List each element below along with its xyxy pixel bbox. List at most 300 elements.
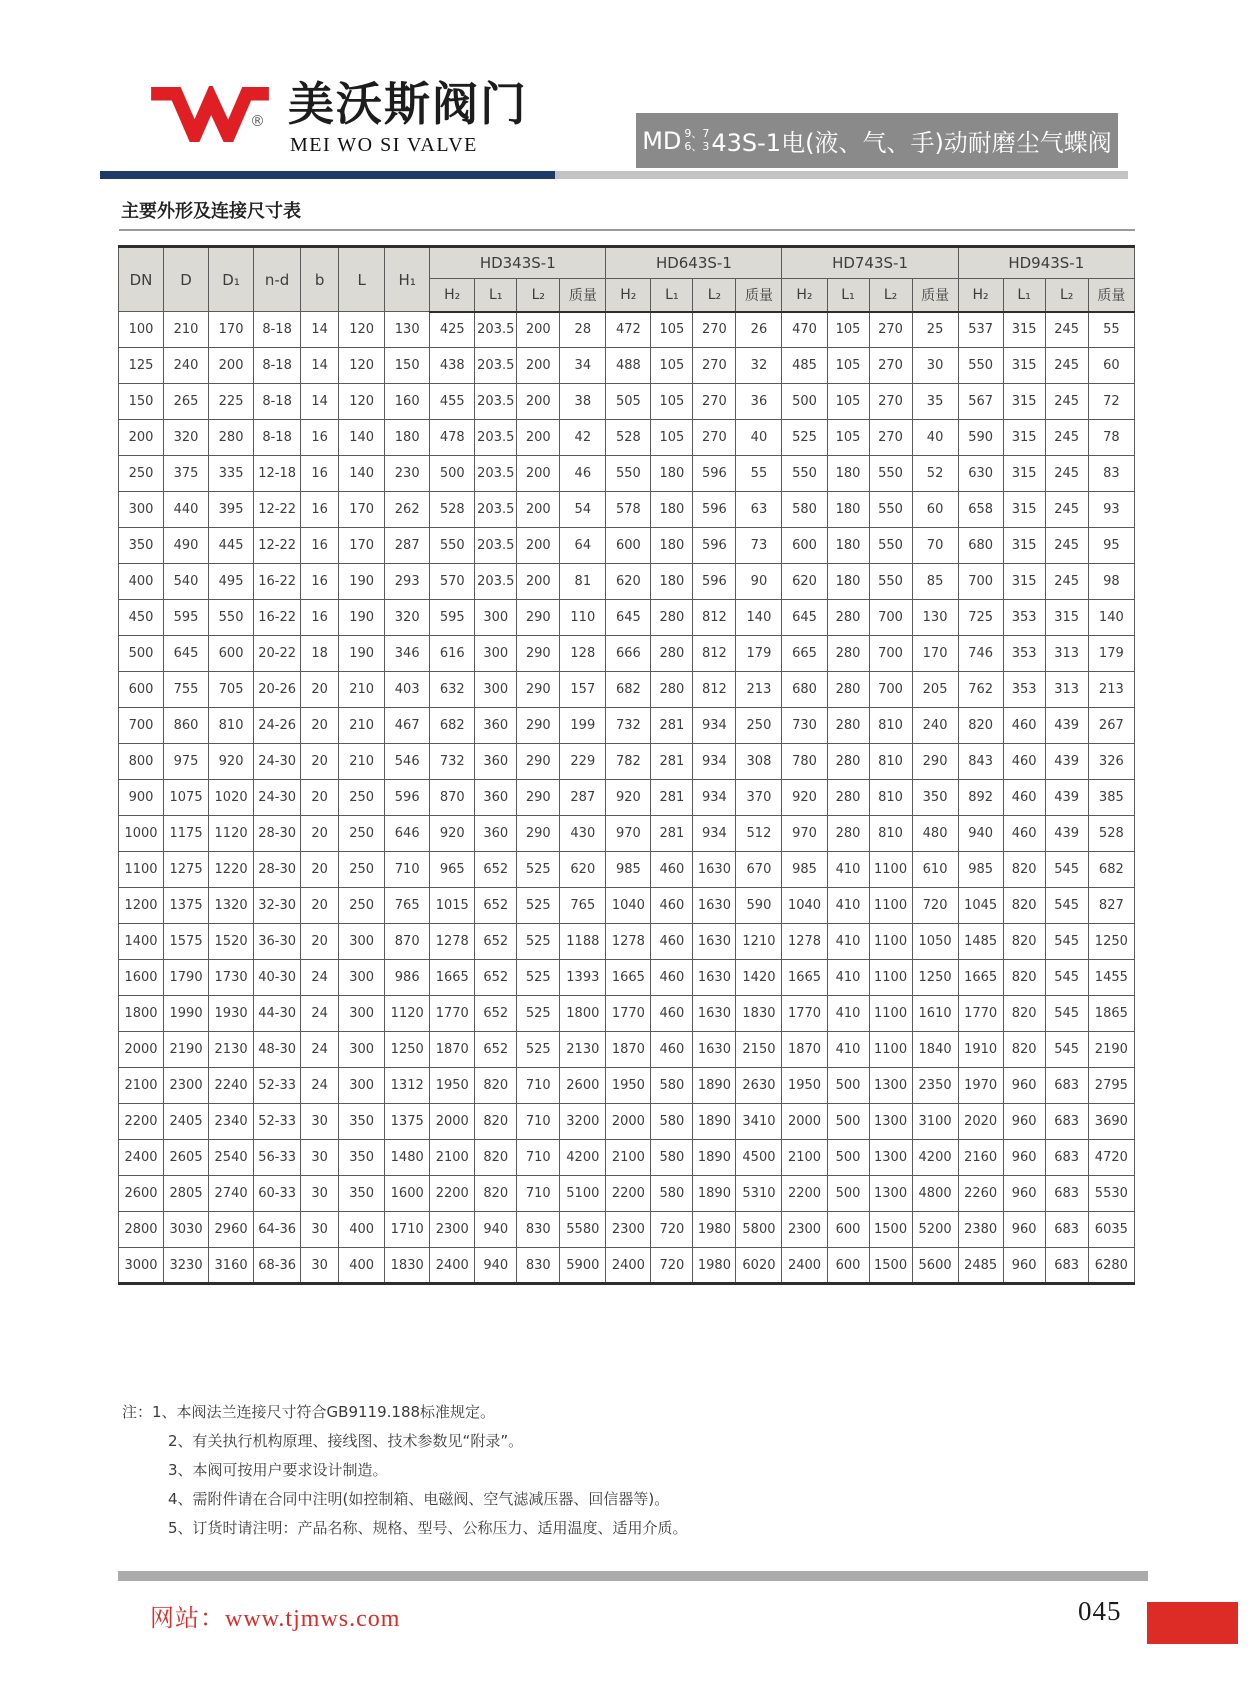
table-cell: 2000 bbox=[606, 1104, 651, 1140]
table-cell: 370 bbox=[736, 780, 782, 816]
sub-column-header: L₁ bbox=[475, 279, 517, 312]
table-row bbox=[119, 672, 1135, 708]
table-cell: 1100 bbox=[869, 996, 912, 1032]
table-cell: 455 bbox=[430, 384, 475, 420]
table-cell: 460 bbox=[1003, 744, 1045, 780]
table-cell: 550 bbox=[209, 600, 254, 636]
table-cell: 1665 bbox=[606, 960, 651, 996]
table-cell: 1100 bbox=[869, 888, 912, 924]
table-cell: 550 bbox=[869, 564, 912, 600]
table-cell: 900 bbox=[119, 780, 164, 816]
banner-model-suffix: 43S-1电(液、气、手)动耐磨尘气蝶阀 bbox=[711, 129, 1112, 157]
table-cell: 1020 bbox=[209, 780, 254, 816]
table-cell: 2130 bbox=[560, 1032, 606, 1068]
table-cell: 24 bbox=[301, 1032, 339, 1068]
table-cell: 157 bbox=[560, 672, 606, 708]
table-cell: 12-22 bbox=[254, 528, 301, 564]
table-cell: 2800 bbox=[119, 1212, 164, 1248]
table-cell: 300 bbox=[339, 960, 385, 996]
sub-column-header: L₂ bbox=[1045, 279, 1088, 312]
table-cell: 100 bbox=[119, 312, 164, 348]
table-cell: 467 bbox=[385, 708, 430, 744]
table-row bbox=[119, 564, 1135, 600]
table-cell: 600 bbox=[827, 1248, 869, 1284]
table-cell: 315 bbox=[1003, 420, 1045, 456]
table-cell: 920 bbox=[430, 816, 475, 852]
table-cell: 200 bbox=[517, 312, 560, 348]
table-cell: 1830 bbox=[385, 1248, 430, 1284]
banner-stack-bottom: 6、3 bbox=[684, 139, 710, 153]
table-cell: 2605 bbox=[164, 1140, 209, 1176]
table-cell: 48-30 bbox=[254, 1032, 301, 1068]
table-cell: 245 bbox=[1045, 528, 1088, 564]
table-cell: 525 bbox=[517, 1032, 560, 1068]
table-cell: 812 bbox=[693, 636, 736, 672]
table-cell: 180 bbox=[827, 492, 869, 528]
table-cell: 190 bbox=[339, 600, 385, 636]
table-cell: 746 bbox=[958, 636, 1003, 672]
table-cell: 230 bbox=[385, 456, 430, 492]
table-cell: 179 bbox=[1088, 636, 1134, 672]
table-cell: 350 bbox=[339, 1140, 385, 1176]
table-cell: 290 bbox=[517, 744, 560, 780]
table-cell: 375 bbox=[164, 456, 209, 492]
table-cell: 1120 bbox=[209, 816, 254, 852]
table-cell: 720 bbox=[651, 1248, 693, 1284]
table-cell: 985 bbox=[958, 852, 1003, 888]
table-cell: 410 bbox=[827, 888, 869, 924]
table-cell: 666 bbox=[606, 636, 651, 672]
table-cell: 2340 bbox=[209, 1104, 254, 1140]
table-cell: 680 bbox=[782, 672, 827, 708]
table-cell: 1045 bbox=[958, 888, 1003, 924]
table-cell: 203.5 bbox=[475, 528, 517, 564]
table-cell: 630 bbox=[958, 456, 1003, 492]
table-cell: 245 bbox=[1045, 312, 1088, 348]
table-row bbox=[119, 1176, 1135, 1212]
table-cell: 460 bbox=[651, 996, 693, 1032]
table-cell: 25 bbox=[912, 312, 958, 348]
table-cell: 439 bbox=[1045, 816, 1088, 852]
table-cell: 755 bbox=[164, 672, 209, 708]
table-cell: 2200 bbox=[119, 1104, 164, 1140]
table-cell: 3000 bbox=[119, 1248, 164, 1284]
table-cell: 5530 bbox=[1088, 1176, 1134, 1212]
table-cell: 2100 bbox=[119, 1068, 164, 1104]
table-cell: 632 bbox=[430, 672, 475, 708]
table-cell: 1575 bbox=[164, 924, 209, 960]
table-cell: 16 bbox=[301, 456, 339, 492]
table-cell: 596 bbox=[693, 456, 736, 492]
table-cell: 85 bbox=[912, 564, 958, 600]
table-cell: 782 bbox=[606, 744, 651, 780]
table-cell: 2190 bbox=[1088, 1032, 1134, 1068]
table-cell: 1175 bbox=[164, 816, 209, 852]
footer-divider-bar bbox=[118, 1571, 1148, 1581]
table-cell: 500 bbox=[119, 636, 164, 672]
table-cell: 2100 bbox=[430, 1140, 475, 1176]
table-cell: 2960 bbox=[209, 1212, 254, 1248]
table-cell: 20 bbox=[301, 744, 339, 780]
table-cell: 30 bbox=[301, 1104, 339, 1140]
banner-model-stack bbox=[684, 128, 709, 153]
table-cell: 645 bbox=[782, 600, 827, 636]
table-cell: 1100 bbox=[119, 852, 164, 888]
table-cell: 28-30 bbox=[254, 852, 301, 888]
table-cell: 525 bbox=[517, 924, 560, 960]
table-cell: 537 bbox=[958, 312, 1003, 348]
table-cell: 346 bbox=[385, 636, 430, 672]
table-cell: 512 bbox=[736, 816, 782, 852]
table-cell: 60 bbox=[1088, 348, 1134, 384]
table-cell: 820 bbox=[475, 1140, 517, 1176]
table-cell: 270 bbox=[869, 384, 912, 420]
table-cell: 1910 bbox=[958, 1032, 1003, 1068]
table-cell: 24-30 bbox=[254, 744, 301, 780]
table-cell: 1100 bbox=[869, 924, 912, 960]
table-cell: 720 bbox=[651, 1212, 693, 1248]
table-cell: 1840 bbox=[912, 1032, 958, 1068]
table-cell: 810 bbox=[209, 708, 254, 744]
table-cell: 203.5 bbox=[475, 384, 517, 420]
table-cell: 14 bbox=[301, 312, 339, 348]
table-cell: 315 bbox=[1003, 456, 1045, 492]
column-header: L bbox=[339, 247, 385, 312]
table-cell: 934 bbox=[693, 780, 736, 816]
table-cell: 800 bbox=[119, 744, 164, 780]
table-cell: 2805 bbox=[164, 1176, 209, 1212]
table-cell: 105 bbox=[651, 312, 693, 348]
table-cell: 170 bbox=[339, 528, 385, 564]
table-cell: 240 bbox=[912, 708, 958, 744]
table-cell: 270 bbox=[693, 348, 736, 384]
table-cell: 350 bbox=[339, 1176, 385, 1212]
table-cell: 545 bbox=[1045, 924, 1088, 960]
table-cell: 30 bbox=[301, 1212, 339, 1248]
table-cell: 810 bbox=[869, 708, 912, 744]
table-cell: 280 bbox=[827, 636, 869, 672]
table-cell: 210 bbox=[339, 744, 385, 780]
table-cell: 683 bbox=[1045, 1176, 1088, 1212]
table-cell: 2600 bbox=[119, 1176, 164, 1212]
table-cell: 1890 bbox=[693, 1140, 736, 1176]
table-cell: 34 bbox=[560, 348, 606, 384]
table-cell: 1770 bbox=[782, 996, 827, 1032]
table-cell: 280 bbox=[827, 600, 869, 636]
table-cell: 105 bbox=[827, 312, 869, 348]
table-cell: 24-30 bbox=[254, 780, 301, 816]
table-row bbox=[119, 1104, 1135, 1140]
table-cell: 1050 bbox=[912, 924, 958, 960]
table-cell: 281 bbox=[651, 744, 693, 780]
table-cell: 683 bbox=[1045, 1212, 1088, 1248]
table-cell: 24 bbox=[301, 1068, 339, 1104]
table-cell: 439 bbox=[1045, 708, 1088, 744]
table-row bbox=[119, 492, 1135, 528]
table-cell: 460 bbox=[1003, 708, 1045, 744]
table-row bbox=[119, 636, 1135, 672]
table-cell: 56-33 bbox=[254, 1140, 301, 1176]
table-cell: 843 bbox=[958, 744, 1003, 780]
brand-name-english: MEI WO SI VALVE bbox=[290, 134, 478, 156]
table-row bbox=[119, 888, 1135, 924]
table-cell: 32-30 bbox=[254, 888, 301, 924]
table-cell: 430 bbox=[560, 816, 606, 852]
section-title: 主要外形及连接尺寸表 bbox=[121, 201, 301, 222]
table-cell: 1890 bbox=[693, 1104, 736, 1140]
table-cell: 986 bbox=[385, 960, 430, 996]
table-cell: 2000 bbox=[430, 1104, 475, 1140]
table-cell: 940 bbox=[475, 1212, 517, 1248]
table-cell: 32 bbox=[736, 348, 782, 384]
table-cell: 52-33 bbox=[254, 1104, 301, 1140]
table-row bbox=[119, 456, 1135, 492]
table-cell: 280 bbox=[651, 600, 693, 636]
table-cell: 90 bbox=[736, 564, 782, 600]
table-cell: 240 bbox=[164, 348, 209, 384]
table-cell: 580 bbox=[651, 1176, 693, 1212]
table-cell: 14 bbox=[301, 384, 339, 420]
product-model-banner bbox=[636, 113, 1118, 168]
table-cell: 480 bbox=[912, 816, 958, 852]
table-cell: 1320 bbox=[209, 888, 254, 924]
table-cell: 18 bbox=[301, 636, 339, 672]
table-cell: 683 bbox=[1045, 1248, 1088, 1284]
table-cell: 130 bbox=[912, 600, 958, 636]
sub-column-header: H₂ bbox=[606, 279, 651, 312]
table-cell: 229 bbox=[560, 744, 606, 780]
table-cell: 205 bbox=[912, 672, 958, 708]
table-cell: 1278 bbox=[606, 924, 651, 960]
table-cell: 1610 bbox=[912, 996, 958, 1032]
table-cell: 4500 bbox=[736, 1140, 782, 1176]
note-item: 注：1、本阀法兰连接尺寸符合GB9119.188标准规定。 bbox=[122, 1403, 496, 1421]
table-cell: 410 bbox=[827, 852, 869, 888]
table-cell: 360 bbox=[475, 780, 517, 816]
table-cell: 683 bbox=[1045, 1068, 1088, 1104]
table-cell: 20 bbox=[301, 708, 339, 744]
table-cell: 2260 bbox=[958, 1176, 1003, 1212]
table-cell: 985 bbox=[782, 852, 827, 888]
notes-block bbox=[122, 1398, 688, 1543]
group-header: HD343S-1 bbox=[430, 247, 606, 279]
table-cell: 683 bbox=[1045, 1140, 1088, 1176]
table-cell: 93 bbox=[1088, 492, 1134, 528]
table-cell: 5580 bbox=[560, 1212, 606, 1248]
table-cell: 445 bbox=[209, 528, 254, 564]
table-cell: 35 bbox=[912, 384, 958, 420]
banner-stack-top: 9、7 bbox=[684, 126, 710, 140]
table-cell: 500 bbox=[782, 384, 827, 420]
table-cell: 350 bbox=[339, 1104, 385, 1140]
table-cell: 36-30 bbox=[254, 924, 301, 960]
table-cell: 5900 bbox=[560, 1248, 606, 1284]
registered-trademark-icon: ® bbox=[250, 112, 265, 130]
table-cell: 525 bbox=[517, 960, 560, 996]
table-cell: 710 bbox=[517, 1068, 560, 1104]
table-cell: 2240 bbox=[209, 1068, 254, 1104]
table-cell: 270 bbox=[869, 312, 912, 348]
table-cell: 203.5 bbox=[475, 312, 517, 348]
table-cell: 540 bbox=[164, 564, 209, 600]
table-cell: 725 bbox=[958, 600, 1003, 636]
table-cell: 395 bbox=[209, 492, 254, 528]
table-cell: 250 bbox=[339, 780, 385, 816]
table-cell: 24 bbox=[301, 996, 339, 1032]
table-cell: 267 bbox=[1088, 708, 1134, 744]
table-cell: 170 bbox=[912, 636, 958, 672]
table-cell: 360 bbox=[475, 708, 517, 744]
table-cell: 1400 bbox=[119, 924, 164, 960]
table-cell: 2190 bbox=[164, 1032, 209, 1068]
table-cell: 460 bbox=[651, 960, 693, 996]
table-cell: 1865 bbox=[1088, 996, 1134, 1032]
table-cell: 1665 bbox=[782, 960, 827, 996]
table-cell: 200 bbox=[517, 492, 560, 528]
table-row bbox=[119, 852, 1135, 888]
table-cell: 200 bbox=[517, 528, 560, 564]
table-cell: 616 bbox=[430, 636, 475, 672]
table-cell: 2300 bbox=[782, 1212, 827, 1248]
table-cell: 665 bbox=[782, 636, 827, 672]
table-cell: 2020 bbox=[958, 1104, 1003, 1140]
table-cell: 262 bbox=[385, 492, 430, 528]
sub-column-header: 质量 bbox=[1088, 279, 1134, 312]
table-cell: 245 bbox=[1045, 420, 1088, 456]
table-cell: 460 bbox=[651, 852, 693, 888]
table-cell: 280 bbox=[651, 636, 693, 672]
table-cell: 5310 bbox=[736, 1176, 782, 1212]
table-cell: 1770 bbox=[430, 996, 475, 1032]
table-cell: 478 bbox=[430, 420, 475, 456]
table-cell: 105 bbox=[651, 420, 693, 456]
table-cell: 595 bbox=[430, 600, 475, 636]
table-cell: 488 bbox=[606, 348, 651, 384]
table-cell: 24-26 bbox=[254, 708, 301, 744]
table-cell: 46 bbox=[560, 456, 606, 492]
table-cell: 970 bbox=[782, 816, 827, 852]
table-cell: 2000 bbox=[119, 1032, 164, 1068]
page-number: 045 bbox=[1078, 1596, 1122, 1626]
table-cell: 1770 bbox=[958, 996, 1003, 1032]
table-row bbox=[119, 1032, 1135, 1068]
table-row bbox=[119, 312, 1135, 348]
table-cell: 245 bbox=[1045, 456, 1088, 492]
table-cell: 732 bbox=[606, 708, 651, 744]
table-cell: 120 bbox=[339, 384, 385, 420]
table-cell: 2000 bbox=[782, 1104, 827, 1140]
table-cell: 160 bbox=[385, 384, 430, 420]
table-cell: 20 bbox=[301, 924, 339, 960]
table-cell: 105 bbox=[651, 348, 693, 384]
table-cell: 180 bbox=[827, 564, 869, 600]
table-cell: 180 bbox=[651, 564, 693, 600]
footer-red-block bbox=[1147, 1602, 1238, 1644]
table-cell: 620 bbox=[560, 852, 606, 888]
table-cell: 762 bbox=[958, 672, 1003, 708]
table-cell: 353 bbox=[1003, 600, 1045, 636]
table-cell: 490 bbox=[164, 528, 209, 564]
table-cell: 1630 bbox=[693, 960, 736, 996]
table-cell: 550 bbox=[430, 528, 475, 564]
table-cell: 600 bbox=[827, 1212, 869, 1248]
table-cell: 820 bbox=[1003, 888, 1045, 924]
table-cell: 730 bbox=[782, 708, 827, 744]
table-cell: 250 bbox=[736, 708, 782, 744]
table-cell: 1250 bbox=[912, 960, 958, 996]
table-cell: 290 bbox=[517, 600, 560, 636]
table-cell: 40 bbox=[736, 420, 782, 456]
table-cell: 70 bbox=[912, 528, 958, 564]
table-cell: 199 bbox=[560, 708, 606, 744]
table-cell: 140 bbox=[339, 456, 385, 492]
table-cell: 410 bbox=[827, 1032, 869, 1068]
table-cell: 960 bbox=[1003, 1248, 1045, 1284]
table-cell: 2100 bbox=[782, 1140, 827, 1176]
table-cell: 190 bbox=[339, 636, 385, 672]
table-cell: 546 bbox=[385, 744, 430, 780]
table-row bbox=[119, 924, 1135, 960]
table-cell: 820 bbox=[475, 1104, 517, 1140]
table-cell: 180 bbox=[385, 420, 430, 456]
table-cell: 1665 bbox=[430, 960, 475, 996]
table-cell: 1300 bbox=[869, 1068, 912, 1104]
table-cell: 4200 bbox=[912, 1140, 958, 1176]
sub-column-header: L₂ bbox=[693, 279, 736, 312]
table-cell: 350 bbox=[119, 528, 164, 564]
table-cell: 410 bbox=[827, 960, 869, 996]
table-cell: 203.5 bbox=[475, 456, 517, 492]
table-cell: 500 bbox=[827, 1068, 869, 1104]
header-divider-blue bbox=[100, 171, 555, 179]
table-cell: 30 bbox=[301, 1140, 339, 1176]
table-cell: 315 bbox=[1003, 528, 1045, 564]
table-cell: 525 bbox=[782, 420, 827, 456]
table-cell: 1312 bbox=[385, 1068, 430, 1104]
table-cell: 3160 bbox=[209, 1248, 254, 1284]
table-cell: 830 bbox=[517, 1212, 560, 1248]
table-cell: 210 bbox=[164, 312, 209, 348]
brand-name-chinese: 美沃斯阀门 bbox=[288, 77, 528, 131]
table-cell: 353 bbox=[1003, 672, 1045, 708]
table-row bbox=[119, 1248, 1135, 1284]
table-cell: 1630 bbox=[693, 924, 736, 960]
table-cell: 1455 bbox=[1088, 960, 1134, 996]
table-cell: 550 bbox=[606, 456, 651, 492]
table-cell: 8-18 bbox=[254, 312, 301, 348]
table-cell: 1870 bbox=[430, 1032, 475, 1068]
table-cell: 820 bbox=[475, 1068, 517, 1104]
table-cell: 150 bbox=[385, 348, 430, 384]
table-cell: 16 bbox=[301, 564, 339, 600]
table-cell: 820 bbox=[1003, 960, 1045, 996]
table-cell: 780 bbox=[782, 744, 827, 780]
table-cell: 3230 bbox=[164, 1248, 209, 1284]
column-header: b bbox=[301, 247, 339, 312]
table-cell: 335 bbox=[209, 456, 254, 492]
table-cell: 55 bbox=[1088, 312, 1134, 348]
table-cell: 280 bbox=[209, 420, 254, 456]
table-cell: 179 bbox=[736, 636, 782, 672]
table-cell: 403 bbox=[385, 672, 430, 708]
table-cell: 765 bbox=[385, 888, 430, 924]
table-cell: 765 bbox=[560, 888, 606, 924]
table-cell: 940 bbox=[958, 816, 1003, 852]
table-cell: 360 bbox=[475, 744, 517, 780]
table-cell: 81 bbox=[560, 564, 606, 600]
table-cell: 6035 bbox=[1088, 1212, 1134, 1248]
table-cell: 180 bbox=[651, 492, 693, 528]
